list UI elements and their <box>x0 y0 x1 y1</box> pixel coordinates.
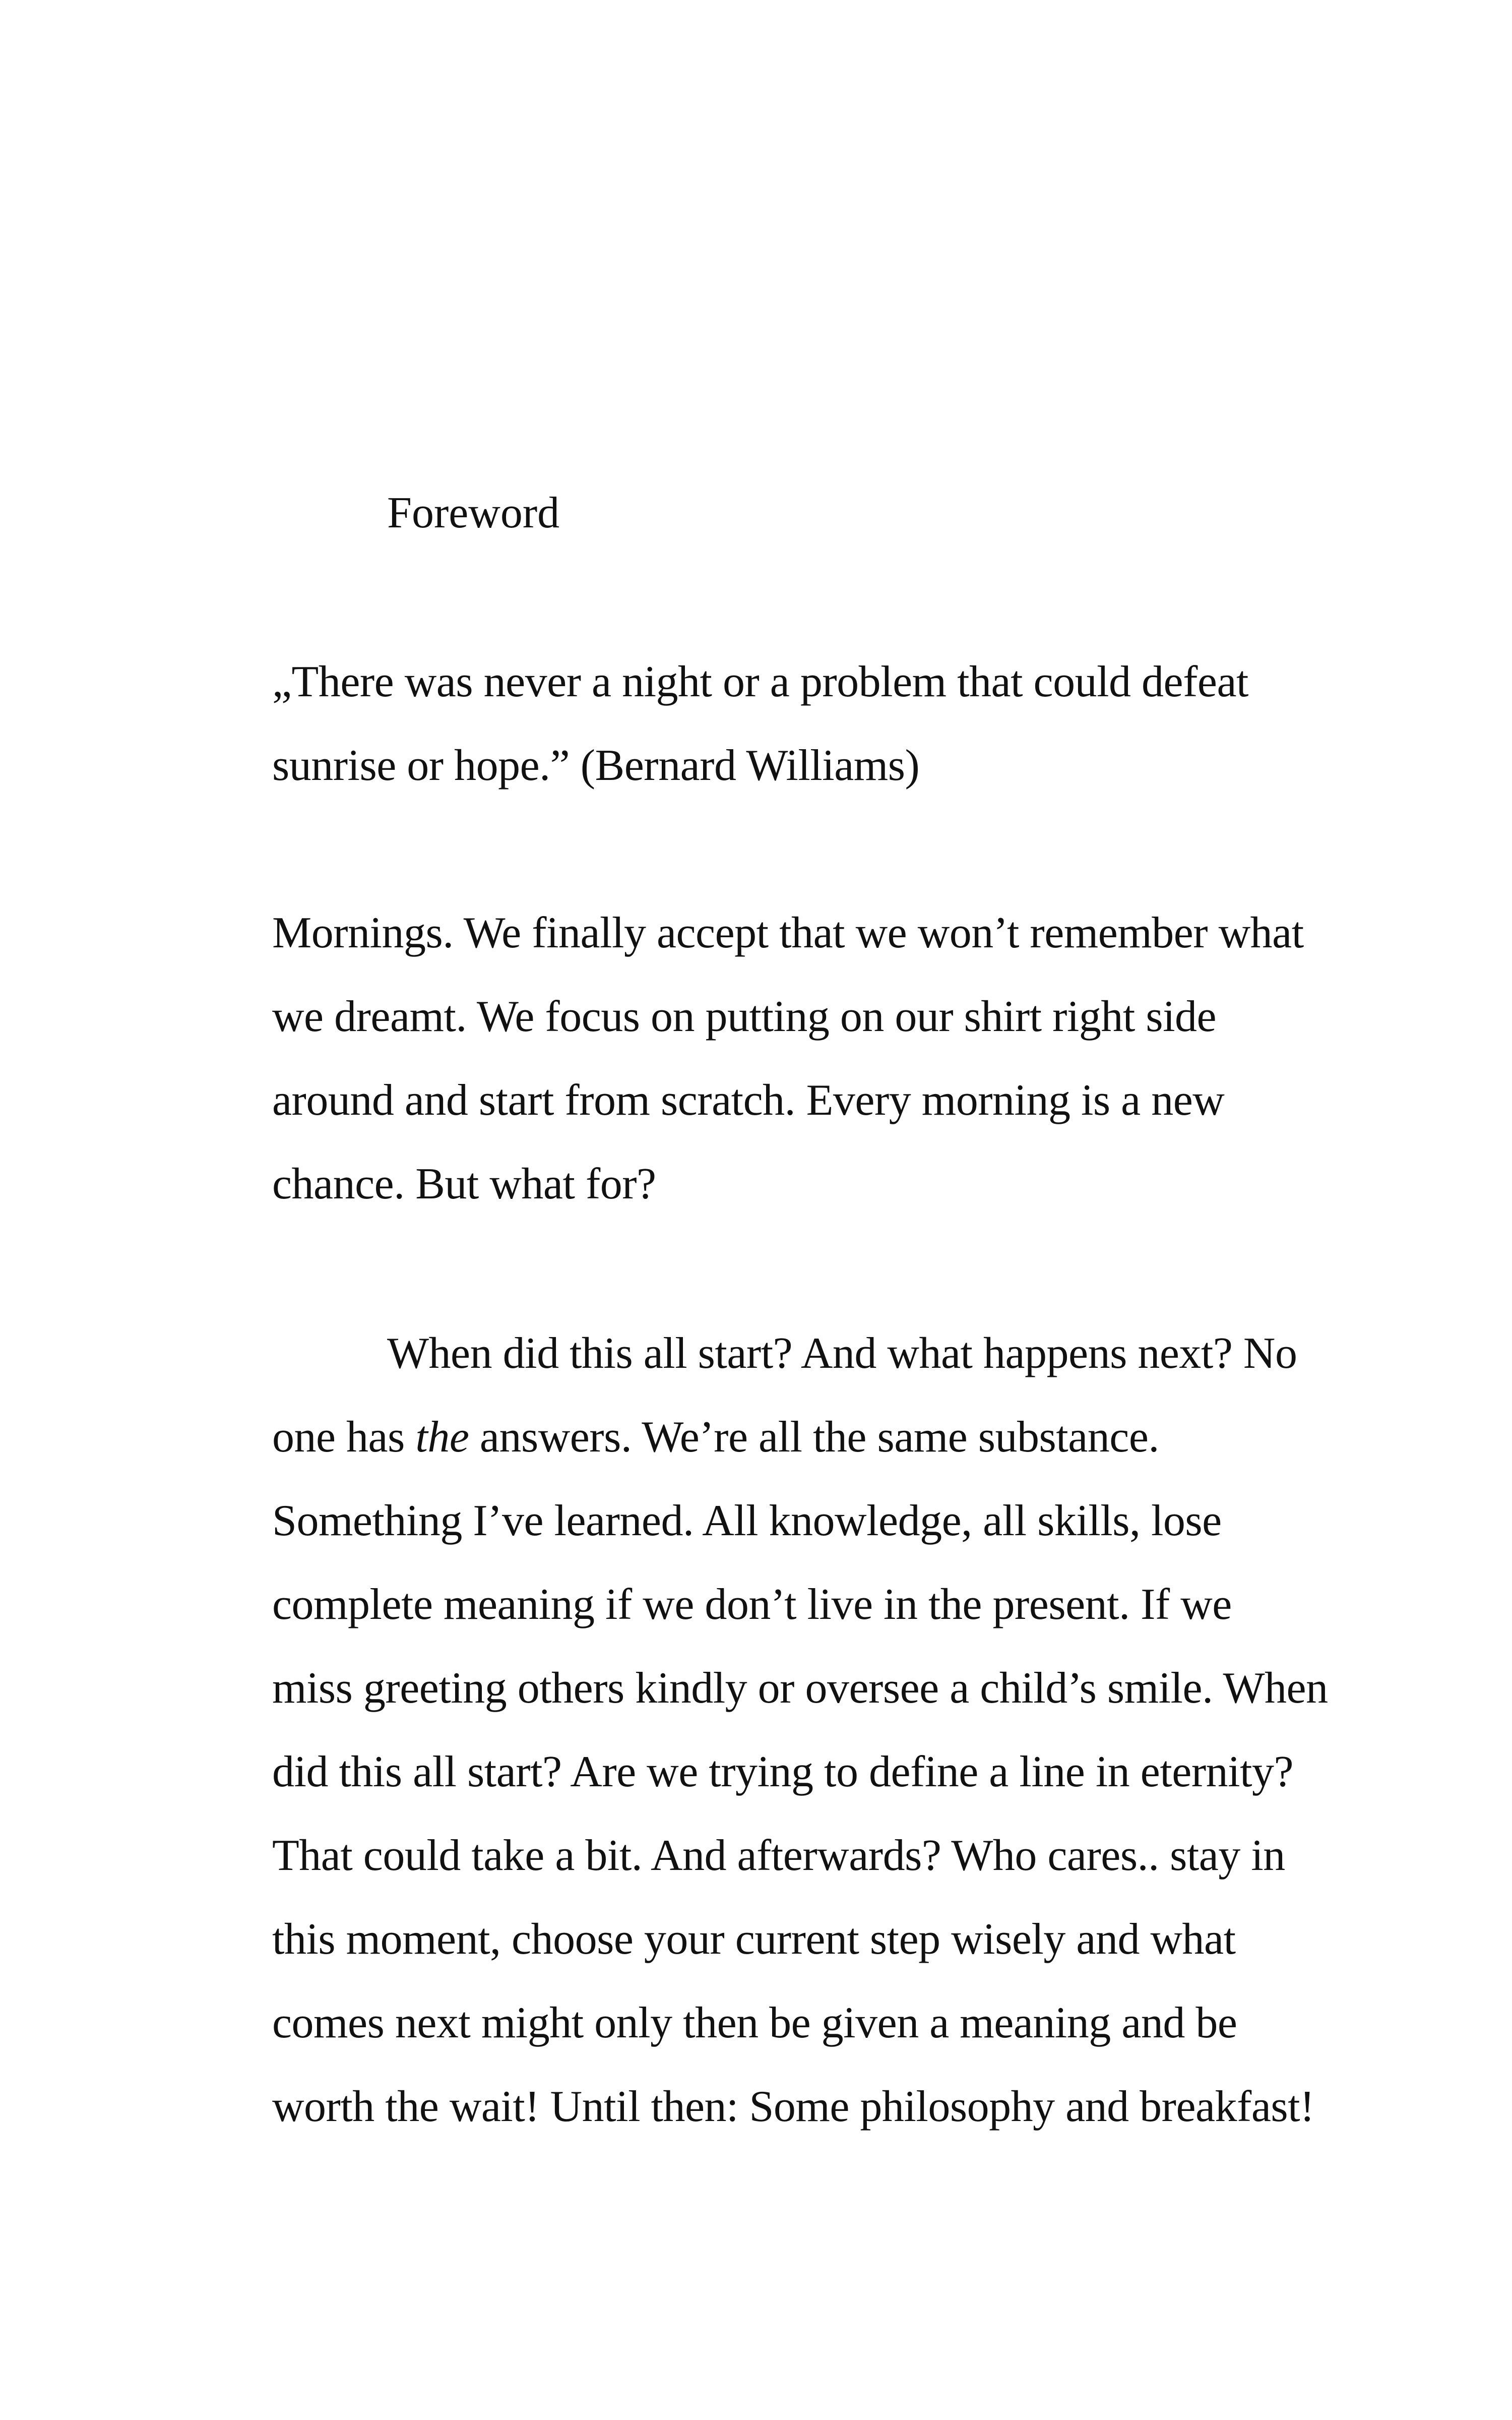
paragraph-line: worth the wait! Until then: Some philosophy and breakfast! <box>272 2082 1314 2131</box>
line-text: answers. We’re all the same substance. <box>469 1413 1159 1462</box>
paragraph-when-did-this-start <box>272 1312 1421 2149</box>
line-text: one has <box>272 1413 416 1462</box>
paragraph-line: Something I’ve learned. All knowledge, all skills, lose <box>272 1496 1222 1545</box>
page-title: Foreword <box>387 489 560 537</box>
quote-line: „There was never a night or a problem that could defeat <box>272 657 1248 706</box>
paragraph-line: That could take a bit. And afterwards? Who cares.. stay in <box>272 1831 1285 1880</box>
paragraph-mornings <box>272 891 1421 1226</box>
paragraph-line: complete meaning if we don’t live in the present. If we <box>272 1580 1232 1629</box>
emphasized-word: the <box>415 1413 469 1462</box>
paragraph-line: comes next might only then be given a meaning and be <box>272 1999 1237 2047</box>
paragraph-line: this moment, choose your current step wisely and what <box>272 1915 1236 1964</box>
paragraph-line: Mornings. We finally accept that we won’t remember what <box>272 909 1304 957</box>
paragraph-line: miss greeting others kindly or oversee a child’s smile. When <box>272 1664 1328 1713</box>
quote-line: sunrise or hope.” (Bernard Williams) <box>272 741 920 790</box>
paragraph-line: around and start from scratch. Every morning is a new <box>272 1076 1225 1125</box>
epigraph-quote <box>272 640 1421 808</box>
paragraph-line: chance. But what for? <box>272 1160 656 1208</box>
paragraph-line <box>272 1396 1421 1479</box>
paragraph-line: When did this all start? And what happens next? No <box>387 1329 1297 1378</box>
paragraph-line: we dreamt. We focus on putting on our shirt right side <box>272 992 1217 1041</box>
paragraph-line: did this all start? Are we trying to define a line in eternity? <box>272 1747 1294 1796</box>
